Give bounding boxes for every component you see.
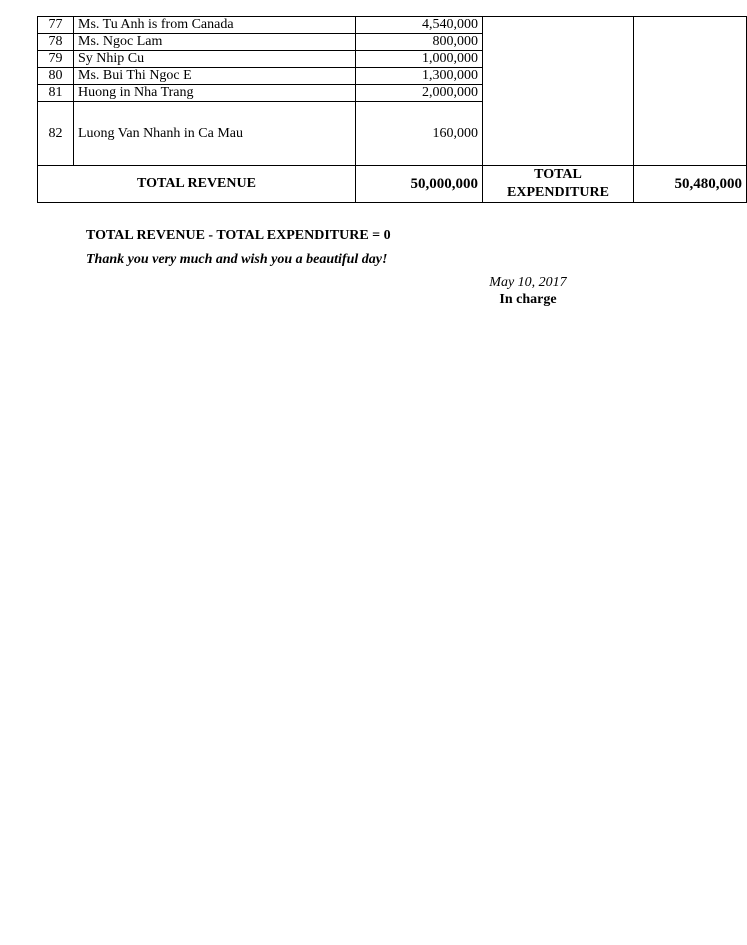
donor-name: Ms. Bui Thi Ngoc E xyxy=(74,68,356,85)
table-row xyxy=(38,17,747,34)
donor-name: Luong Van Nhanh in Ca Mau xyxy=(74,102,356,166)
donation-amount: 1,000,000 xyxy=(356,51,483,68)
row-number: 81 xyxy=(38,85,74,102)
ledger-table xyxy=(37,16,747,203)
donation-amount: 800,000 xyxy=(356,34,483,51)
signoff-date: May 10, 2017 xyxy=(489,275,567,290)
total-expenditure-label-line1: TOTAL xyxy=(534,167,582,182)
total-expenditure-label xyxy=(483,166,634,203)
balance-summary: TOTAL REVENUE - TOTAL EXPENDITURE = 0 xyxy=(86,228,391,243)
row-number: 78 xyxy=(38,34,74,51)
totals-row xyxy=(38,166,747,203)
donor-name: Ms. Ngoc Lam xyxy=(74,34,356,51)
donor-name: Huong in Nha Trang xyxy=(74,85,356,102)
donation-amount: 160,000 xyxy=(356,102,483,166)
signoff-role: In charge xyxy=(499,292,557,307)
row-number: 80 xyxy=(38,68,74,85)
expenditure-label-cell xyxy=(483,17,634,166)
total-expenditure-label-line2: EXPENDITURE xyxy=(507,185,609,200)
thank-you-note: Thank you very much and wish you a beautiful day! xyxy=(86,252,388,267)
donation-amount: 4,540,000 xyxy=(356,17,483,34)
donation-amount: 1,300,000 xyxy=(356,68,483,85)
donor-name: Ms. Tu Anh is from Canada xyxy=(74,17,356,34)
donor-name: Sy Nhip Cu xyxy=(74,51,356,68)
row-number: 82 xyxy=(38,102,74,166)
row-number: 79 xyxy=(38,51,74,68)
total-expenditure-value: 50,480,000 xyxy=(634,166,747,203)
expenditure-value-cell xyxy=(634,17,747,166)
donation-amount: 2,000,000 xyxy=(356,85,483,102)
total-revenue-label: TOTAL REVENUE xyxy=(38,166,356,203)
row-number: 77 xyxy=(38,17,74,34)
total-revenue-value: 50,000,000 xyxy=(356,166,483,203)
